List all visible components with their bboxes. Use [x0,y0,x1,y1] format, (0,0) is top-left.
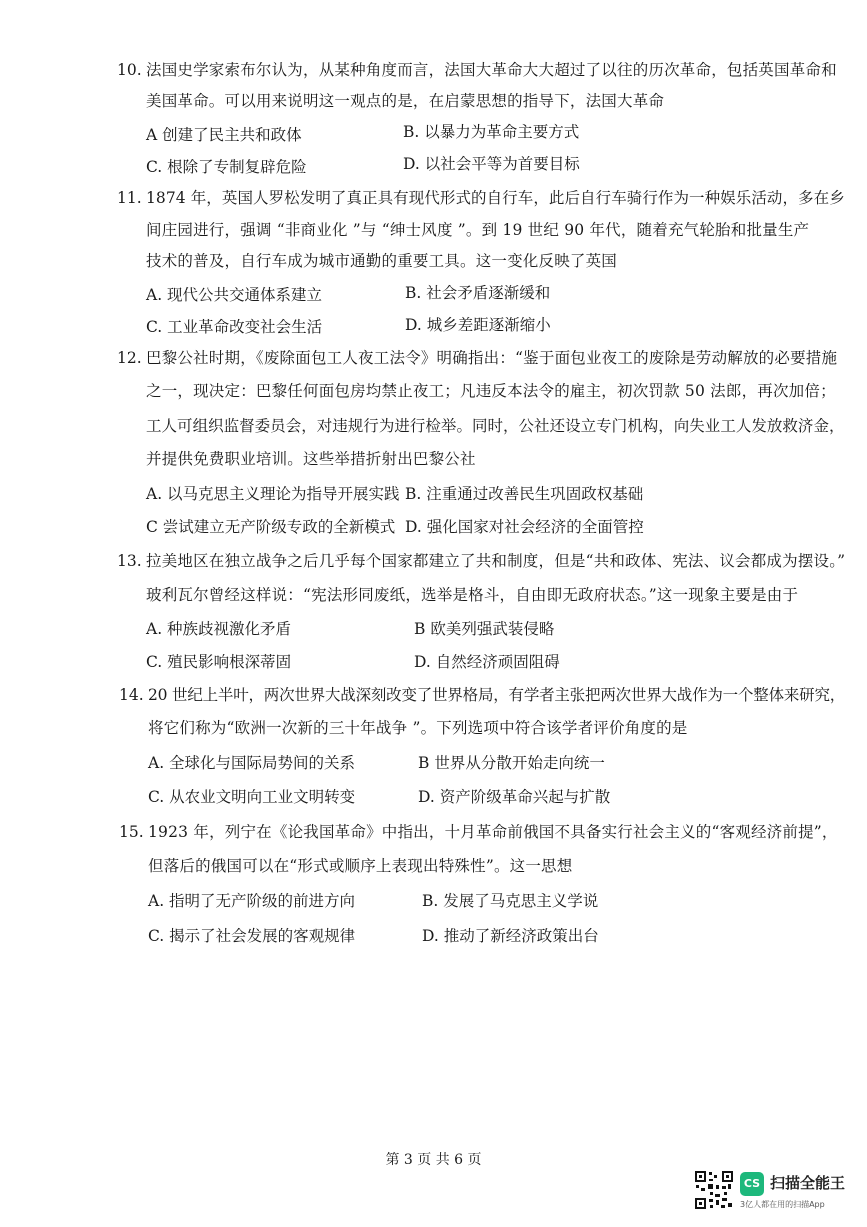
question-number: 15. [119,823,144,841]
option-d: D. 资产阶级革命兴起与扩散 [418,788,611,806]
question-stem-line: 玻利瓦尔曾经这样说：“宪法形同废纸，选举是格斗，自由即无政府状态。”这一现象主要是由于 [146,586,799,604]
question-stem-line: 并提供免费职业培训。这些举措折射出巴黎公社 [146,450,476,468]
question-stem-line: 拉美地区在独立战争之后几乎每个国家都建立了共和制度，但是“共和政体、宪法、议会都成为摆设。” [146,552,846,570]
question-stem-line: 1874 年，英国人罗松发明了真正具有现代形式的自行车，此后自行车骑行作为一种娱乐活动，多在乡 [146,189,845,207]
question-stem-line: 将它们称为“欧洲一次新的三十年战争 ”。下列选项中符合该学者评价角度的是 [148,719,688,737]
scanner-tagline: 3亿人都在用的扫描App [740,1200,825,1209]
option-a: A 创建了民主共和政体 [146,126,302,144]
option-c: C 尝试建立无产阶级专政的全新模式 [146,518,396,536]
question-stem-line: 间庄园进行，强调 “非商业化 ”与 “绅士风度 ”。到 19 世纪 90 年代，随着充气轮胎和批量生产 [146,221,810,239]
option-c: C. 殖民影响根深蒂固 [146,653,292,671]
question-stem-line: 法国史学家索布尔认为，从某种角度而言，法国大革命大大超过了以往的历次革命，包括英国革命和 [146,61,837,79]
option-a: A. 全球化与国际局势间的关系 [148,754,356,772]
option-d: D. 以社会平等为首要目标 [403,155,580,173]
question-number: 12. [117,349,142,367]
question-number: 13. [117,552,142,570]
option-b: B. 社会矛盾逐渐缓和 [405,284,551,302]
option-b: B 欧美列强武装侵略 [414,620,555,638]
question-stem-line: 美国革命。可以用来说明这一观点的是，在启蒙思想的指导下，法国大革命 [146,92,665,110]
question-stem-line: 20 世纪上半叶，两次世界大战深刻改变了世界格局，有学者主张把两次世界大战作为一个整体来研究， [148,686,846,704]
question-number: 11. [117,189,142,207]
option-c: C. 从农业文明向工业文明转变 [148,788,356,806]
question-number: 10. [117,61,142,79]
option-d: D. 强化国家对社会经济的全面管控 [405,518,644,536]
option-b: B. 发展了马克思主义学说 [422,892,599,910]
option-d: D. 城乡差距逐渐缩小 [405,316,551,334]
camscanner-logo-icon: CS [740,1172,764,1196]
scanner-watermark [694,1170,854,1218]
option-c: C. 揭示了社会发展的客观规律 [148,927,356,945]
option-b: B. 以暴力为革命主要方式 [403,123,580,141]
question-stem-line: 巴黎公社时期，《废除面包工人夜工法令》明确指出：“鉴于面包业夜工的废除是劳动解放的必要措施 [146,349,838,367]
option-b: B 世界从分散开始走向统一 [418,754,605,772]
question-stem-line: 工人可组织监督委员会，对违规行为进行检举。同时，公社还设立专门机构，向失业工人发放救济金， [146,417,845,435]
scanner-brand-name: 扫描全能王 [770,1174,846,1192]
question-stem-line: 但落后的俄国可以在“形式或顺序上表现出特殊性”。这一思想 [148,857,573,875]
qr-code-icon [694,1170,734,1210]
question-stem-line: 1923 年，列宁在《论我国革命》中指出，十月革命前俄国不具备实行社会主义的“客观经济前提”， [148,823,838,841]
option-a: A. 以马克思主义理论为指导开展实践 [146,485,400,503]
question-number: 14. [119,686,144,704]
option-a: A. 现代公共交通体系建立 [146,286,323,304]
option-a: A. 种族歧视激化矛盾 [146,620,292,638]
option-b: B. 注重通过改善民生巩固政权基础 [405,485,644,503]
option-c: C. 根除了专制复辟危险 [146,158,307,176]
option-c: C. 工业革命改变社会生活 [146,318,323,336]
option-d: D. 推动了新经济政策出台 [422,927,599,945]
option-d: D. 自然经济顽固阻碍 [414,653,560,671]
page-number-footer: 第 3 页 共 6 页 [385,1152,482,1168]
option-a: A. 指明了无产阶级的前进方向 [148,892,356,910]
question-stem-line: 之一，现决定：巴黎任何面包房均禁止夜工；凡违反本法令的雇主，初次罚款 50 法郎，再次加倍； [146,382,836,400]
question-stem-line: 技术的普及，自行车成为城市通勤的重要工具。这一变化反映了英国 [146,252,618,270]
